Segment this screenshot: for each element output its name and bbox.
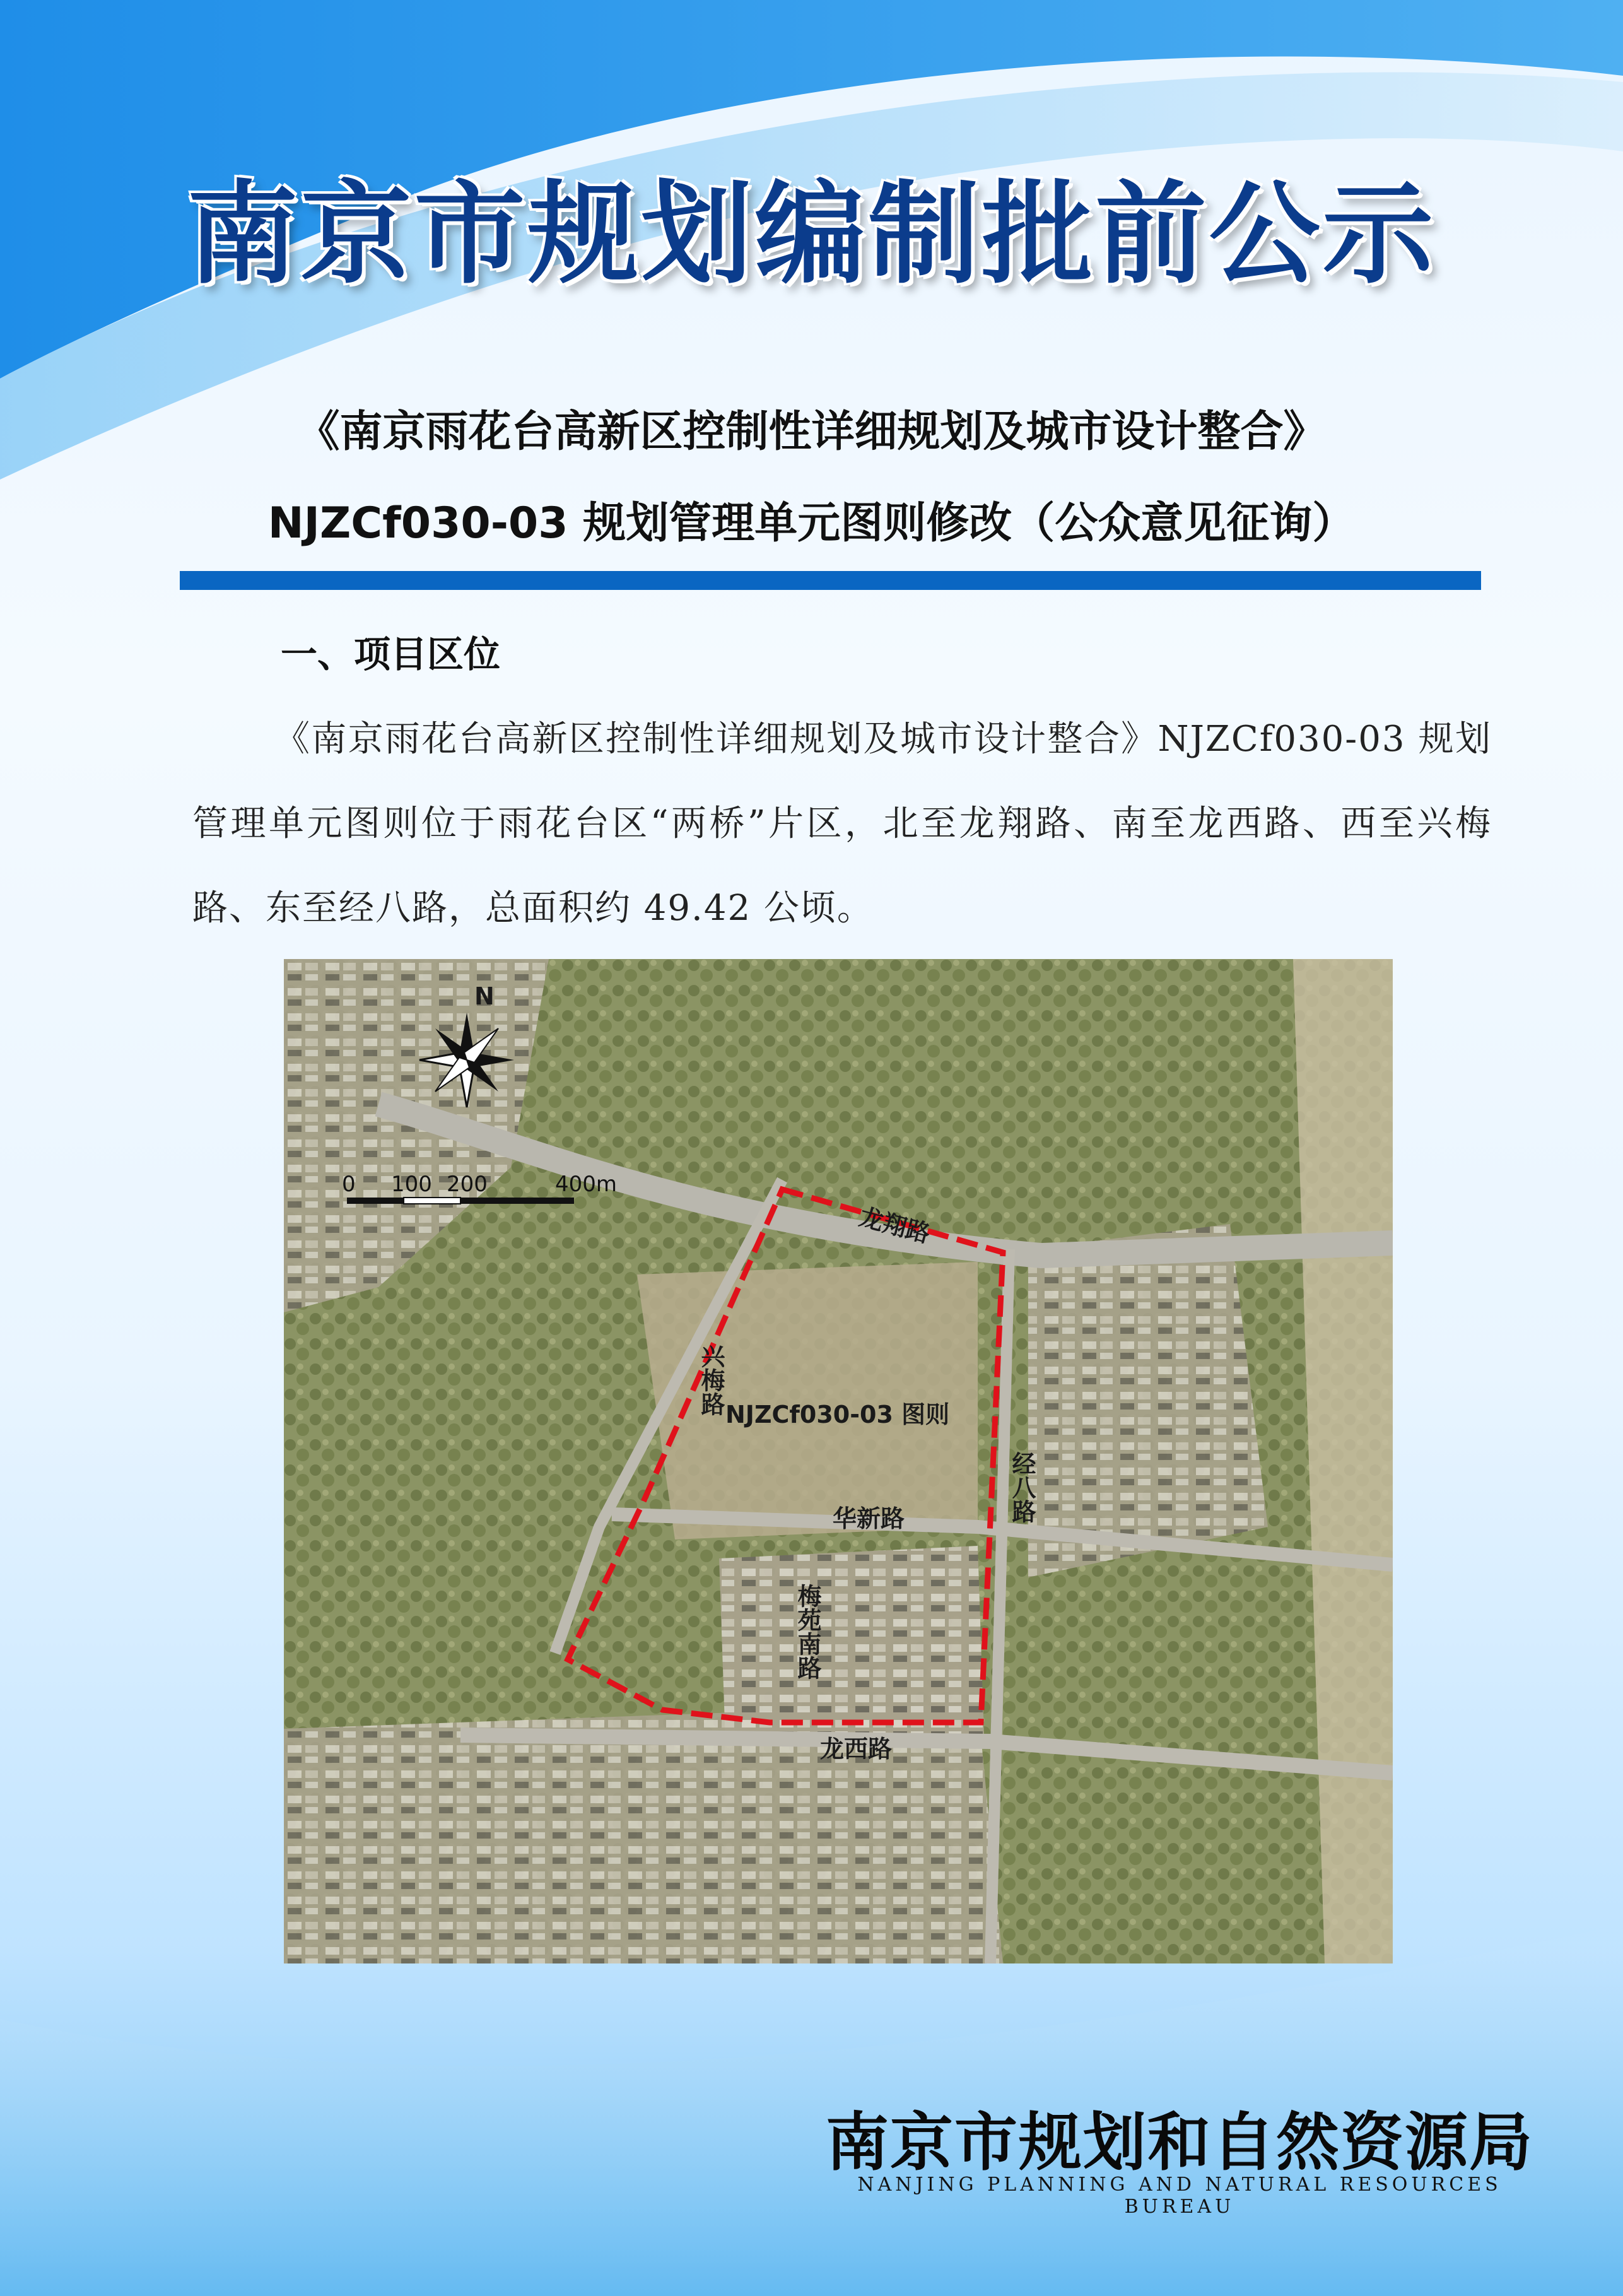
scale-label-100: 100 [391, 1172, 432, 1197]
plan-subtitle: NJZCf030-03 规划管理单元图则修改（公众意见征询） [267, 498, 1356, 548]
map-residential-ne [1028, 1224, 1268, 1577]
location-map [284, 959, 1393, 1963]
road-label-longxiang: 龙翔路 [856, 1203, 934, 1249]
scale-label-200: 200 [447, 1172, 488, 1197]
road-label-longxi: 龙西路 [820, 1735, 893, 1763]
road-label-meiyuannan: 梅苑南路 [794, 1584, 821, 1680]
scale-label-0: 0 [342, 1172, 356, 1197]
road-label-huaxin: 华新路 [833, 1505, 905, 1533]
divider-bar [180, 571, 1481, 590]
page-title: 南京市规划编制批前公示 [187, 168, 1436, 299]
section-heading: 一、项目区位 [281, 633, 501, 676]
footer-org-en: NANJING PLANNING AND NATURAL RESOURCES BUREAU [857, 2174, 1502, 2218]
unit-label: NJZCf030-03 图则 [725, 1401, 950, 1428]
section-paragraph: 《南京雨花台高新区控制性详细规划及城市设计整合》NJZCf030-03 规划管理单元图则位于雨花台区“两桥”片区，北至龙翔路、南至龙西路、西至兴梅路、东至经八路，总面积约 49.42 公顷。 [192, 719, 1492, 929]
scale-label-400: 400m [555, 1172, 618, 1197]
road-label-xingmei: 兴梅路 [653, 1344, 725, 1372]
road-label-jingba: 经八路 [1008, 1451, 1036, 1523]
north-label: N [474, 982, 495, 1010]
footer-org-cn: 南京市规划和自然资源局 [826, 2105, 1533, 2179]
plan-title: 《南京雨花台高新区控制性详细规划及城市设计整合》 [296, 407, 1327, 457]
